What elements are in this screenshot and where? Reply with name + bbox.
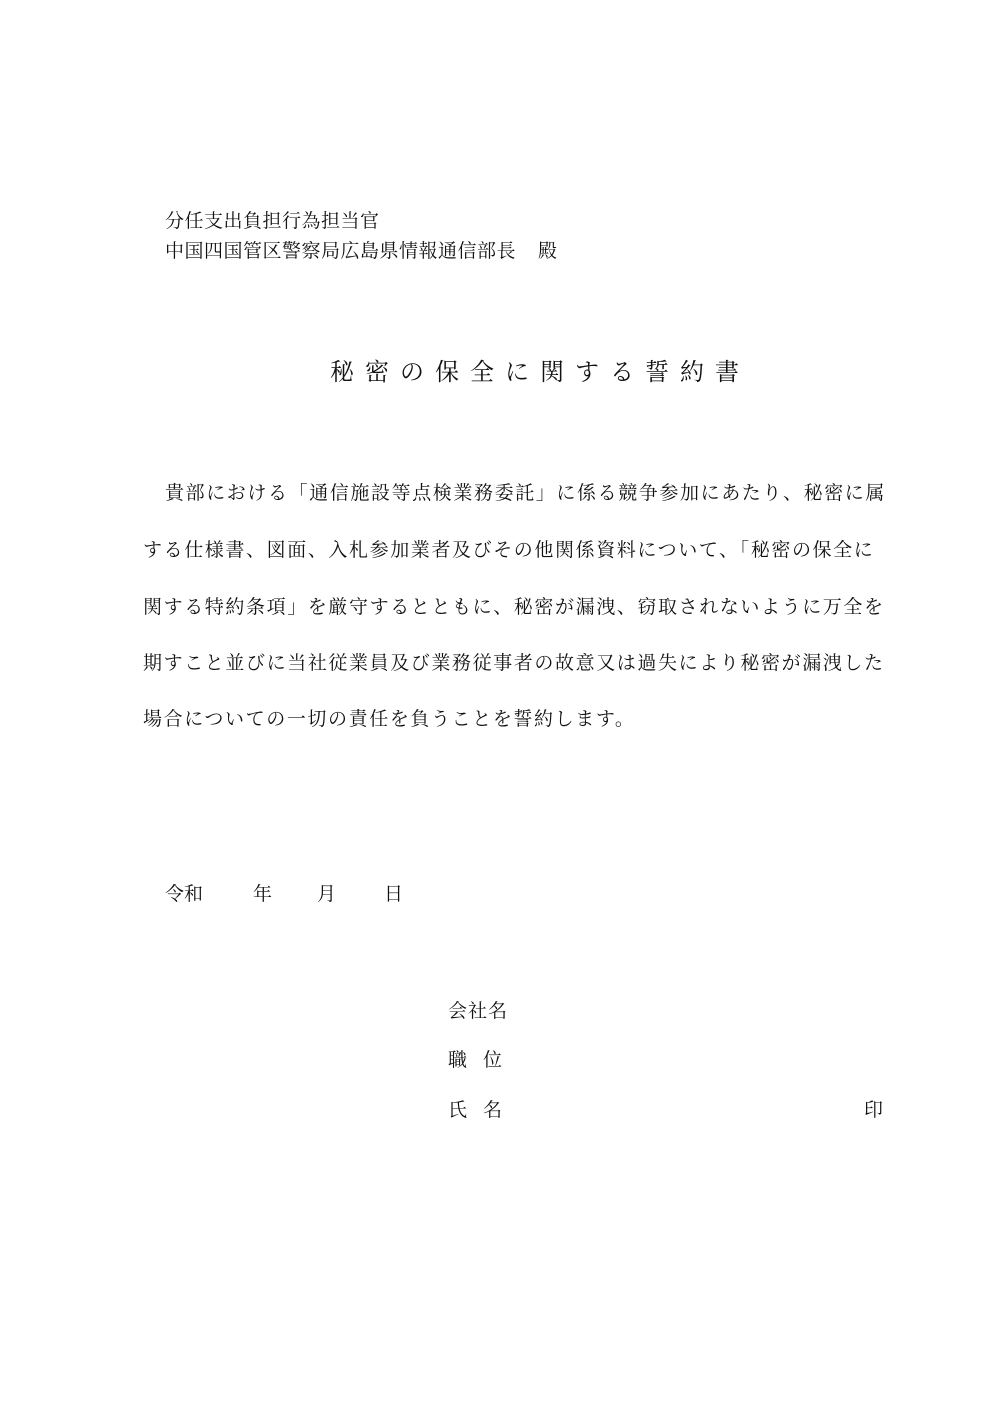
addressee-organization [165,236,558,263]
document-title: 秘密の保全に関する誓約書 [330,358,750,386]
date-month-unit: 月 [317,883,337,905]
date-day-unit: 日 [384,883,404,905]
date-era: 令和 [165,883,204,905]
addressee-title: 分任支出負担行為担当官 [165,210,380,232]
addressee-honorific: 殿 [538,240,558,262]
company-name-label: 会社名 [448,1000,509,1022]
addressee-org-name: 中国四国管区警察局広島県情報通信部長 [165,240,517,262]
pledge-text-line: 期すこと並びに当社従業員及び業務従事者の故意又は過失により秘密が漏洩した [143,652,885,674]
date-year-unit: 年 [253,883,273,905]
signer-name-label: 氏名 [448,1099,519,1121]
seal-mark: 印 [864,1099,884,1121]
pledge-text-line: 場合についての一切の責任を負うことを誓約します。 [143,708,636,730]
pledge-text-line: 関する特約条項」を厳守するとともに、秘密が漏洩、窃取されないように万全を [143,596,885,618]
position-label: 職位 [448,1049,519,1071]
pledge-text-line: する仕様書、図面、入札参加業者及びその他関係資料について、「秘密の保全に [143,539,875,561]
pledge-text-line: 貴部における「通信施設等点検業務委託」に係る競争参加にあたり、秘密に属 [165,482,887,504]
